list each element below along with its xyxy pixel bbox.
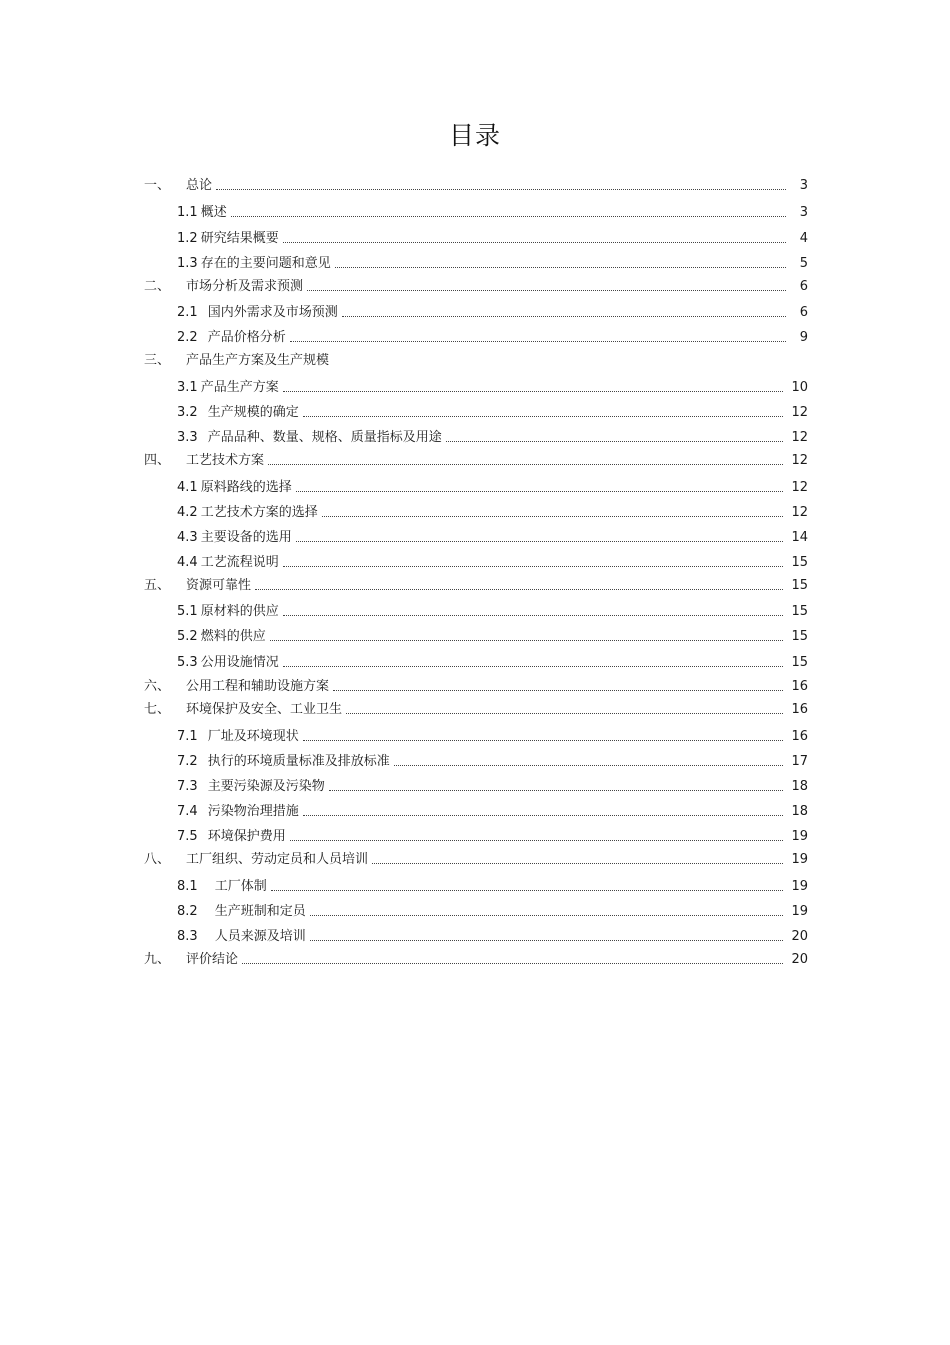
toc-entry-number: 六、 [144,679,171,694]
toc-section-entry [177,602,808,620]
toc-page-number: 16 [791,679,808,694]
toc-entry-label: 评价结论 [186,952,239,967]
toc-entry-number: 7.3 [177,779,198,794]
toc-section-entry [177,203,808,221]
toc-section-entry [177,802,808,820]
toc-section-entry [177,727,808,745]
toc-page-number: 19 [791,829,808,844]
toc-section-entry [177,478,808,496]
toc-entry-number: 7.5 [177,829,198,844]
toc-entry-number: 7.2 [177,754,198,769]
toc-chapter-entry [144,950,808,968]
toc-page-number: 5 [799,256,808,271]
toc-entry-number: 8.1 [177,879,198,894]
toc-leader-dots [290,839,784,841]
toc-entry-number: 四、 [144,453,171,468]
toc-entry-label: 产品生产方案 [200,380,279,395]
toc-leader-dots [303,739,784,741]
toc-leader-dots [335,266,786,268]
toc-entry-number: 8.3 [177,929,198,944]
toc-page-number: 12 [791,505,808,520]
toc-leader-dots [322,515,784,517]
toc-page-number: 19 [791,904,808,919]
toc-entry-number: 4.1 [177,480,198,495]
toc-leader-dots [296,540,784,542]
toc-page-number: 9 [799,330,808,345]
toc-page-number: 3 [799,178,808,193]
toc-entry-number: 4.4 [177,555,198,570]
toc-entry-label: 产品品种、数量、规格、质量指标及用途 [207,430,442,445]
toc-section-entry [177,378,808,396]
toc-leader-dots [303,415,784,417]
toc-leader-dots [333,689,783,691]
toc-entry-label: 环境保护费用 [207,829,286,844]
toc-chapter-entry [144,700,808,718]
toc-leader-dots [372,862,783,864]
toc-entry-number: 五、 [144,578,171,593]
toc-page-number: 6 [799,279,808,294]
toc-leader-dots [270,639,784,641]
toc-entry-number: 5.1 [177,604,198,619]
toc-section-entry [177,528,808,546]
toc-chapter-entry [144,351,808,369]
toc-entry-number: 2.2 [177,330,198,345]
toc-entry-number: 一、 [144,178,171,193]
toc-entry-label: 工艺技术方案的选择 [200,505,318,520]
toc-leader-dots [271,889,784,891]
toc-entry-label: 环境保护及安全、工业卫生 [186,702,343,717]
toc-leader-dots [283,390,784,392]
toc-leader-dots [329,789,784,791]
toc-entry-label: 概述 [200,205,227,220]
toc-page-number: 12 [791,430,808,445]
toc-leader-dots [394,764,784,766]
toc-leader-dots [310,914,784,916]
toc-leader-dots [216,188,786,190]
toc-entry-number: 4.2 [177,505,198,520]
toc-entry-number: 3.2 [177,405,198,420]
toc-entry-number: 3.1 [177,380,198,395]
toc-page-number: 6 [799,305,808,320]
page-title: 目录 [448,121,501,150]
toc-entry-label: 执行的环境质量标准及排放标准 [207,754,390,769]
toc-entry-number: 4.3 [177,530,198,545]
toc-section-entry [177,653,808,671]
toc-section-entry [177,428,808,446]
toc-entry-number: 九、 [144,952,171,967]
toc-leader-dots [268,463,783,465]
toc-section-entry [177,503,808,521]
toc-entry-label: 工艺流程说明 [200,555,279,570]
toc-entry-label: 产品生产方案及生产规模 [186,353,330,368]
toc-entry-label: 生产班制和定员 [214,904,306,919]
toc-section-entry [177,877,808,895]
toc-entry-number: 8.2 [177,904,198,919]
toc-section-entry [177,303,808,321]
toc-chapter-entry [144,677,808,695]
toc-page-number: 15 [791,604,808,619]
toc-page-number: 20 [791,952,808,967]
toc-section-entry [177,328,808,346]
toc-leader-dots [290,340,786,342]
toc-page-number: 18 [791,779,808,794]
toc-chapter-entry [144,850,808,868]
toc-entry-label: 原材料的供应 [200,604,279,619]
toc-section-entry [177,752,808,770]
toc-page-number: 4 [799,231,808,246]
toc-entry-number: 3.3 [177,430,198,445]
toc-entry-number: 5.2 [177,629,198,644]
toc-leader-dots [283,241,786,243]
toc-page-number: 12 [791,453,808,468]
toc-page-number: 3 [799,205,808,220]
toc-entry-number: 1.1 [177,205,198,220]
toc-entry-label: 市场分析及需求预测 [186,279,304,294]
toc-entry-label: 厂址及环境现状 [207,729,299,744]
toc-leader-dots [231,215,786,217]
toc-entry-number: 三、 [144,353,171,368]
toc-entry-label: 主要污染源及污染物 [207,779,325,794]
toc-entry-label: 生产规模的确定 [207,405,299,420]
toc-leader-dots [346,712,783,714]
toc-page-number: 15 [791,555,808,570]
toc-section-entry [177,229,808,247]
toc-page-number: 10 [791,380,808,395]
toc-entry-label: 公用工程和辅助设施方案 [186,679,330,694]
toc-chapter-entry [144,451,808,469]
toc-chapter-entry [144,176,808,194]
toc-entry-label: 总论 [186,178,213,193]
toc-section-entry [177,254,808,272]
toc-entry-label: 公用设施情况 [200,655,279,670]
toc-entry-number: 二、 [144,279,171,294]
toc-page-number: 19 [791,852,808,867]
toc-leader-dots [296,490,784,492]
toc-entry-label: 研究结果概要 [200,231,279,246]
toc-entry-number: 八、 [144,852,171,867]
toc-leader-dots [283,665,784,667]
toc-page-number: 15 [791,629,808,644]
toc-entry-label: 资源可靠性 [186,578,252,593]
toc-leader-dots [303,814,784,816]
toc-leader-dots [310,939,784,941]
toc-entry-label: 工厂组织、劳动定员和人员培训 [186,852,369,867]
toc-section-entry [177,927,808,945]
toc-section-entry [177,777,808,795]
toc-entry-label: 燃料的供应 [200,629,266,644]
toc-leader-dots [446,440,784,442]
toc-section-entry [177,627,808,645]
toc-page-number: 17 [791,754,808,769]
toc-page-number: 20 [791,929,808,944]
toc-entry-label: 工艺技术方案 [186,453,265,468]
toc-page-number: 12 [791,405,808,420]
toc-entry-number: 七、 [144,702,171,717]
toc-chapter-entry [144,277,808,295]
toc-entry-number: 1.3 [177,256,198,271]
toc-page-number: 18 [791,804,808,819]
toc-entry-number: 7.1 [177,729,198,744]
toc-leader-dots [307,289,786,291]
toc-entry-label: 产品价格分析 [207,330,286,345]
toc-page-number: 12 [791,480,808,495]
toc-section-entry [177,553,808,571]
toc-entry-label: 原料路线的选择 [200,480,292,495]
toc-section-entry [177,902,808,920]
toc-entry-label: 工厂体制 [214,879,267,894]
toc-page-number: 16 [791,702,808,717]
toc-leader-dots [283,614,784,616]
toc-section-entry [177,403,808,421]
toc-leader-dots [242,962,783,964]
toc-section-entry [177,827,808,845]
toc-entry-label: 存在的主要问题和意见 [200,256,331,271]
toc-entry-label: 人员来源及培训 [214,929,306,944]
toc-page-number: 15 [791,655,808,670]
toc-entry-number: 5.3 [177,655,198,670]
toc-chapter-entry [144,576,808,594]
toc-leader-dots [342,315,786,317]
toc-entry-number: 1.2 [177,231,198,246]
toc-entry-number: 2.1 [177,305,198,320]
toc-entry-label: 国内外需求及市场预测 [207,305,338,320]
toc-page-number: 19 [791,879,808,894]
toc-entry-number: 7.4 [177,804,198,819]
toc-page-number: 14 [791,530,808,545]
toc-page-number: 16 [791,729,808,744]
toc-page-number: 15 [791,578,808,593]
toc-leader-dots [255,588,783,590]
toc-leader-dots [283,565,784,567]
toc-entry-label: 主要设备的选用 [200,530,292,545]
toc-entry-label: 污染物治理措施 [207,804,299,819]
